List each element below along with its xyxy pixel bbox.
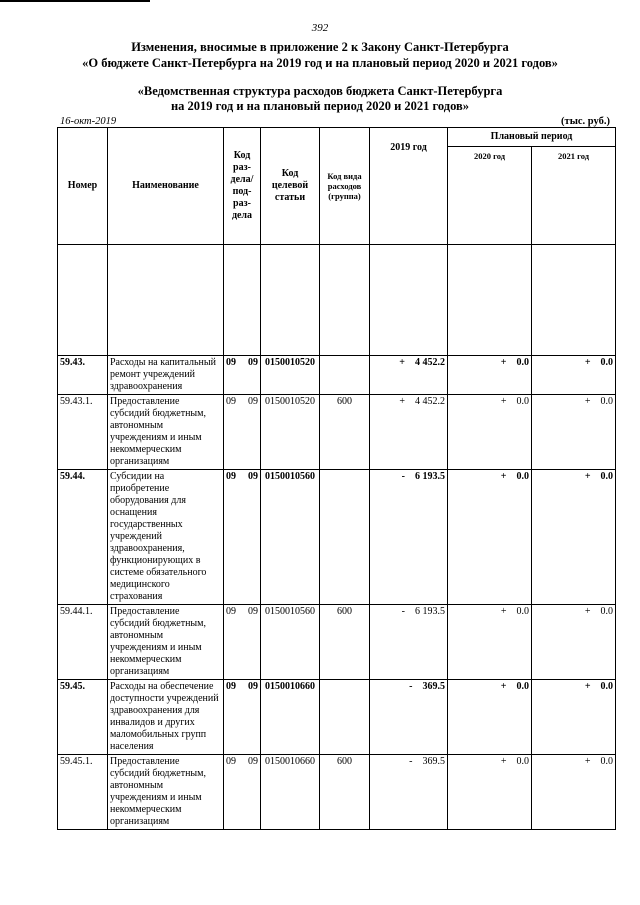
header-2020: 2020 год: [448, 147, 532, 245]
row-2021-sign: +: [584, 681, 591, 692]
row-expense-type: 600: [320, 755, 370, 830]
scan-edge-line: [0, 0, 150, 2]
header-section-code: Код раз- дела/ под- раз- дела: [224, 128, 261, 245]
row-2019-value: 6 193.5: [415, 471, 445, 482]
row-2020-value: 0.0: [516, 756, 529, 767]
row-2021-value: 0.0: [600, 681, 614, 692]
row-2021: [532, 680, 616, 755]
header-planned-period: Плановый период: [448, 128, 616, 147]
row-number: 59.43.: [58, 356, 108, 395]
row-number: 59.45.1.: [58, 755, 108, 830]
header-number: Номер: [58, 128, 108, 245]
row-2019: [370, 356, 448, 395]
row-number: 59.45.: [58, 680, 108, 755]
row-2019-sign: -: [401, 606, 405, 617]
row-2020: [448, 470, 532, 605]
document-title-line-1: Изменения, вносимые в приложение 2 к Закону Санкт-Петербурга: [131, 40, 509, 54]
row-expense-type: [320, 470, 370, 605]
header-2021: 2021 год: [532, 147, 616, 245]
row-2021: [532, 755, 616, 830]
row-section: 09: [226, 357, 236, 368]
row-2020: [448, 395, 532, 470]
row-2019-sign: +: [399, 396, 405, 407]
row-subsection: 09: [248, 681, 258, 692]
row-section: 09: [226, 681, 236, 692]
table-row: [58, 680, 616, 755]
row-name: Предоставление субсидий бюджетным, автономным учреждениям и иным некоммерческим организациям: [108, 605, 224, 680]
row-2019: [370, 605, 448, 680]
table-row: [58, 470, 616, 605]
row-subsection: 09: [248, 396, 258, 407]
row-2019-sign: -: [409, 681, 413, 692]
row-expense-type: [320, 680, 370, 755]
row-2021-sign: +: [584, 756, 591, 767]
table-header-row: [58, 128, 616, 147]
row-name: Субсидии на приобретение оборудования для оснащения государственных учреждений здравоохранения, функционирующих в системе обязательного медицинского страхования: [108, 470, 224, 605]
row-section-code: [224, 470, 261, 605]
row-number: 59.43.1.: [58, 395, 108, 470]
row-2020: [448, 356, 532, 395]
row-2019-value: 6 193.5: [415, 606, 445, 617]
row-2021: [532, 605, 616, 680]
row-subsection: 09: [248, 357, 258, 368]
row-name: Предоставление субсидий бюджетным, автономным учреждениям и иным некоммерческим организациям: [108, 395, 224, 470]
units-label: (тыс. руб.): [561, 116, 610, 127]
row-2021-value: 0.0: [600, 357, 614, 368]
document-date: 16-окт-2019: [60, 116, 117, 127]
table-row: [58, 755, 616, 830]
row-name: Расходы на капитальный ремонт учреждений здравоохранения: [108, 356, 224, 395]
row-2020-value: 0.0: [516, 471, 529, 482]
row-2020-value: 0.0: [516, 681, 529, 692]
row-target-code: 0150010560: [261, 470, 320, 605]
row-target-code: 0150010660: [261, 755, 320, 830]
row-2019-sign: -: [401, 471, 405, 482]
row-section: 09: [226, 756, 236, 767]
row-2019-sign: -: [409, 756, 413, 767]
row-section: 09: [226, 396, 236, 407]
row-2021-sign: +: [584, 396, 591, 407]
row-number: 59.44.1.: [58, 605, 108, 680]
row-2019-sign: +: [399, 357, 405, 368]
row-2020-value: 0.0: [516, 357, 529, 368]
row-expense-type: 600: [320, 605, 370, 680]
row-2020-sign: +: [500, 681, 507, 692]
budget-table: [57, 127, 616, 830]
row-2021-value: 0.0: [600, 396, 614, 407]
row-2019-value: 369.5: [422, 756, 445, 767]
row-2021: [532, 356, 616, 395]
page-number: 392: [311, 22, 329, 34]
row-2020: [448, 680, 532, 755]
header-expense-type-code: Код вида расходов (группа): [320, 128, 370, 245]
header-name: Наименование: [108, 128, 224, 245]
row-2020: [448, 605, 532, 680]
row-2019-value: 4 452.2: [415, 396, 445, 407]
row-2021-value: 0.0: [600, 606, 614, 617]
row-2021-sign: +: [584, 357, 591, 368]
row-section-code: [224, 356, 261, 395]
row-2021: [532, 395, 616, 470]
document-subtitle-line-1: «Ведомственная структура расходов бюджета Санкт-Петербурга: [137, 84, 503, 98]
row-2019: [370, 680, 448, 755]
row-2019-value: 4 452.2: [415, 357, 445, 368]
document-subtitle-line-2: на 2019 год и на плановый период 2020 и 2021 годов»: [170, 99, 470, 113]
table-row: [58, 605, 616, 680]
row-section-code: [224, 680, 261, 755]
table-row: [58, 395, 616, 470]
row-number: 59.44.: [58, 470, 108, 605]
row-2020-sign: +: [500, 606, 507, 617]
row-target-code: 0150010560: [261, 605, 320, 680]
row-subsection: 09: [248, 471, 258, 482]
row-2019: [370, 470, 448, 605]
header-target-code: Код целевой статьи: [261, 128, 320, 245]
row-2021-sign: +: [584, 471, 591, 482]
row-name: Расходы на обеспечение доступности учреждений здравоохранения для инвалидов и других маломобильных групп населения: [108, 680, 224, 755]
row-name: Предоставление субсидий бюджетным, автономным учреждениям и иным некоммерческим организациям: [108, 755, 224, 830]
row-2020-sign: +: [500, 471, 507, 482]
row-2020-value: 0.0: [516, 606, 529, 617]
row-2019: [370, 755, 448, 830]
row-subsection: 09: [248, 606, 258, 617]
row-section-code: [224, 755, 261, 830]
row-2021-value: 0.0: [600, 471, 614, 482]
document-title-line-2: «О бюджете Санкт-Петербурга на 2019 год и на плановый период 2020 и 2021 годов»: [82, 56, 558, 70]
row-2019: [370, 395, 448, 470]
row-section: 09: [226, 471, 236, 482]
row-2020-sign: +: [500, 396, 507, 407]
row-subsection: 09: [248, 756, 258, 767]
row-2019-value: 369.5: [422, 681, 445, 692]
row-expense-type: 600: [320, 395, 370, 470]
table-row: [58, 356, 616, 395]
row-2021-sign: +: [584, 606, 591, 617]
row-section-code: [224, 395, 261, 470]
row-2021: [532, 470, 616, 605]
table-spacer-row: [58, 245, 616, 356]
row-2020: [448, 755, 532, 830]
row-2020-sign: +: [500, 756, 507, 767]
row-2021-value: 0.0: [600, 756, 614, 767]
row-section-code: [224, 605, 261, 680]
row-section: 09: [226, 606, 236, 617]
row-target-code: 0150010520: [261, 356, 320, 395]
row-2020-value: 0.0: [516, 396, 529, 407]
row-expense-type: [320, 356, 370, 395]
header-2019: 2019 год: [370, 128, 448, 245]
table-body: [58, 245, 616, 830]
row-target-code: 0150010660: [261, 680, 320, 755]
row-2020-sign: +: [500, 357, 507, 368]
row-target-code: 0150010520: [261, 395, 320, 470]
